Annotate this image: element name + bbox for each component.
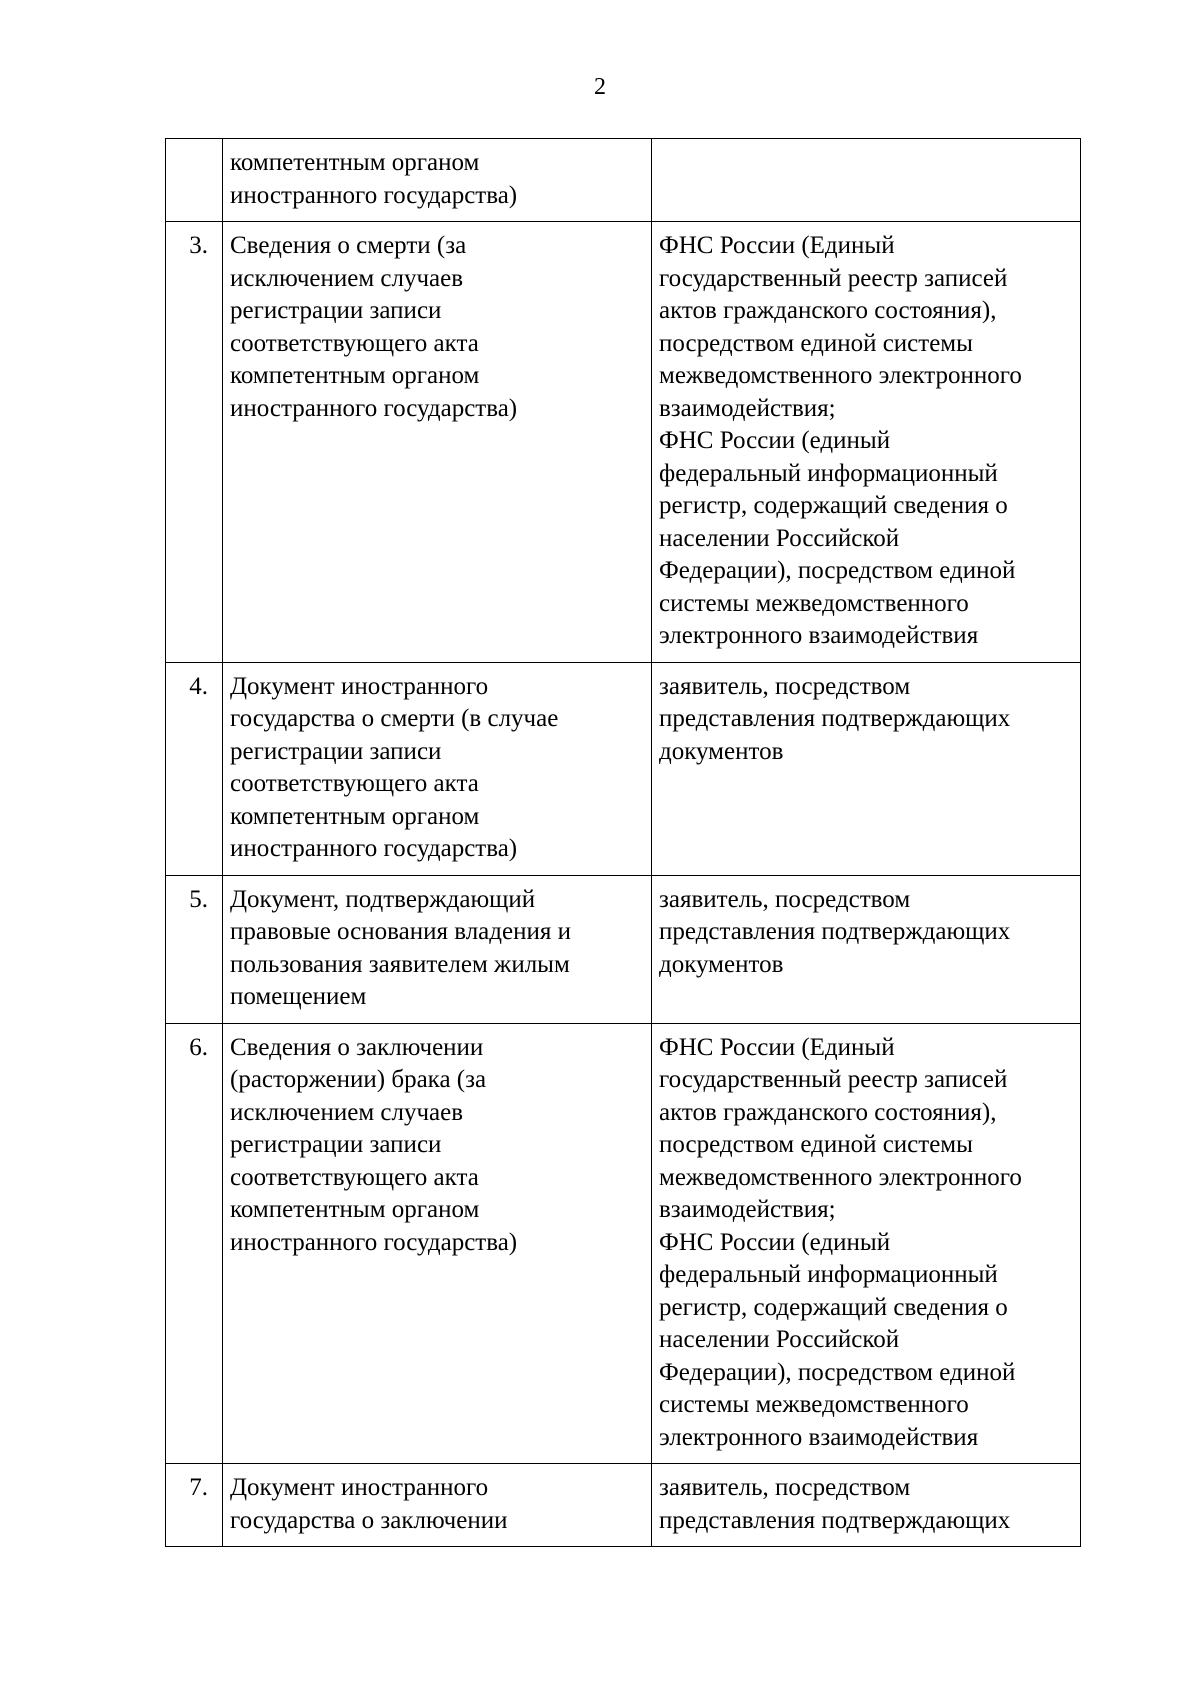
document-text-line: Документ иностранного xyxy=(230,672,489,700)
table-row xyxy=(166,139,1081,222)
source-text-line: регистр, содержащий сведения о xyxy=(659,492,1008,519)
source-text-line: электронного взаимодействия xyxy=(659,622,979,649)
row-number-cell xyxy=(166,1464,223,1547)
document-text-line: регистрации записи xyxy=(230,1131,442,1158)
source-text-line: заявитель, посредством xyxy=(659,672,911,700)
source-text-line: представления подтверждающих xyxy=(659,918,1011,945)
table-row xyxy=(166,662,1081,875)
table-row xyxy=(166,222,1081,663)
document-text-line: государства о заключении xyxy=(230,1506,508,1534)
document-text-line: регистрации записи xyxy=(230,297,442,324)
source-text-line: документов xyxy=(659,950,784,978)
source-text-line: документов xyxy=(659,737,784,765)
source-text-line: межведомственного электронного xyxy=(659,1163,1022,1191)
source-text-line: посредством единой системы xyxy=(659,1131,973,1158)
row-number-cell xyxy=(166,875,223,1023)
source-text-line: системы межведомственного xyxy=(659,1391,969,1418)
row-number-cell xyxy=(166,139,223,222)
source-text-line: ФНС России (Единый xyxy=(659,1033,895,1061)
source-text-line: государственный реестр записей xyxy=(659,264,1008,292)
document-text-line: иностранного государства) xyxy=(230,394,518,422)
row-number: 4. xyxy=(189,672,208,700)
source-text-line: представления подтверждающих xyxy=(659,705,1011,732)
row-number: 3. xyxy=(189,232,208,259)
table-row xyxy=(166,875,1081,1023)
document-text-line: помещением xyxy=(230,983,367,1010)
document-cell xyxy=(223,1023,652,1464)
documents-table xyxy=(165,138,1081,1547)
source-cell xyxy=(652,222,1081,663)
source-text-line: взаимодействия; xyxy=(659,394,836,422)
source-text-line: федеральный информационный xyxy=(659,459,998,487)
document-text-line: Сведения о заключении xyxy=(230,1033,484,1061)
document-text-line: (расторжении) брака (за xyxy=(230,1066,487,1093)
source-text-line: представления подтверждающих xyxy=(659,1506,1011,1534)
source-text-line: актов гражданского состояния), xyxy=(659,297,997,324)
document-text-line: государства о смерти (в случае xyxy=(230,705,559,732)
table-row xyxy=(166,1023,1081,1464)
source-text-line: посредством единой системы xyxy=(659,329,973,357)
source-text-line: ФНС России (Единый xyxy=(659,232,895,259)
source-text-line: заявитель, посредством xyxy=(659,885,911,913)
source-text-line: Федерации), посредством единой xyxy=(659,557,1016,584)
table-row xyxy=(166,1464,1081,1547)
document-text-line: Документ, подтверждающий xyxy=(230,885,536,913)
document-text-line: Сведения о смерти (за xyxy=(230,232,467,259)
document-text-line: иностранного государства) xyxy=(230,835,518,862)
document-text-line: соответствующего акта xyxy=(230,770,479,797)
document-cell xyxy=(223,662,652,875)
source-text-line: населении Российской xyxy=(659,524,900,552)
document-text-line: компетентным органом xyxy=(230,362,480,389)
row-number: 6. xyxy=(189,1033,208,1061)
source-text-line: государственный реестр записей xyxy=(659,1066,1008,1093)
source-text-line: ФНС России (единый xyxy=(659,1228,891,1256)
row-number-cell xyxy=(166,222,223,663)
source-text-line: межведомственного электронного xyxy=(659,362,1022,389)
page-number: 2 xyxy=(594,74,606,100)
document-cell xyxy=(223,222,652,663)
source-text-line: регистр, содержащий сведения о xyxy=(659,1293,1008,1321)
row-number-cell xyxy=(166,662,223,875)
document-text-line: правовые основания владения и xyxy=(230,918,571,945)
document-cell xyxy=(223,139,652,222)
document-text-line: иностранного государства) xyxy=(230,1228,518,1256)
source-text-line: федеральный информационный xyxy=(659,1261,998,1288)
source-text-line: электронного взаимодействия xyxy=(659,1423,979,1451)
document-text-line: исключением случаев xyxy=(230,1098,464,1126)
table-body xyxy=(166,139,1081,1547)
document-text-line: соответствующего акта xyxy=(230,1163,479,1191)
row-number: 5. xyxy=(189,885,208,913)
document-text-line: иностранного государства) xyxy=(230,181,518,209)
source-cell xyxy=(652,662,1081,875)
source-text-line: Федерации), посредством единой xyxy=(659,1358,1016,1386)
document-cell xyxy=(223,1464,652,1547)
row-number-cell xyxy=(166,1023,223,1464)
document-text-line: Документ иностранного xyxy=(230,1474,489,1501)
source-text-line: заявитель, посредством xyxy=(659,1474,911,1501)
source-text-line: взаимодействия; xyxy=(659,1196,836,1223)
row-number: 7. xyxy=(189,1474,208,1501)
document-text-line: регистрации записи xyxy=(230,737,442,765)
source-text-line: актов гражданского состояния), xyxy=(659,1098,997,1126)
source-cell xyxy=(652,875,1081,1023)
document-text-line: соответствующего акта xyxy=(230,329,479,357)
document-text-line: пользования заявителем жилым xyxy=(230,950,570,978)
document-text-line: исключением случаев xyxy=(230,264,464,292)
document-text-line: компетентным органом xyxy=(230,1196,480,1223)
source-cell xyxy=(652,1464,1081,1547)
source-text-line: системы межведомственного xyxy=(659,589,969,617)
document-cell xyxy=(223,875,652,1023)
document-text-line: компетентным органом xyxy=(230,802,480,830)
source-text-line: ФНС России (единый xyxy=(659,427,891,454)
source-text-line: населении Российской xyxy=(659,1326,900,1353)
source-cell xyxy=(652,139,1081,222)
source-cell xyxy=(652,1023,1081,1464)
document-text-line: компетентным органом xyxy=(230,149,480,176)
